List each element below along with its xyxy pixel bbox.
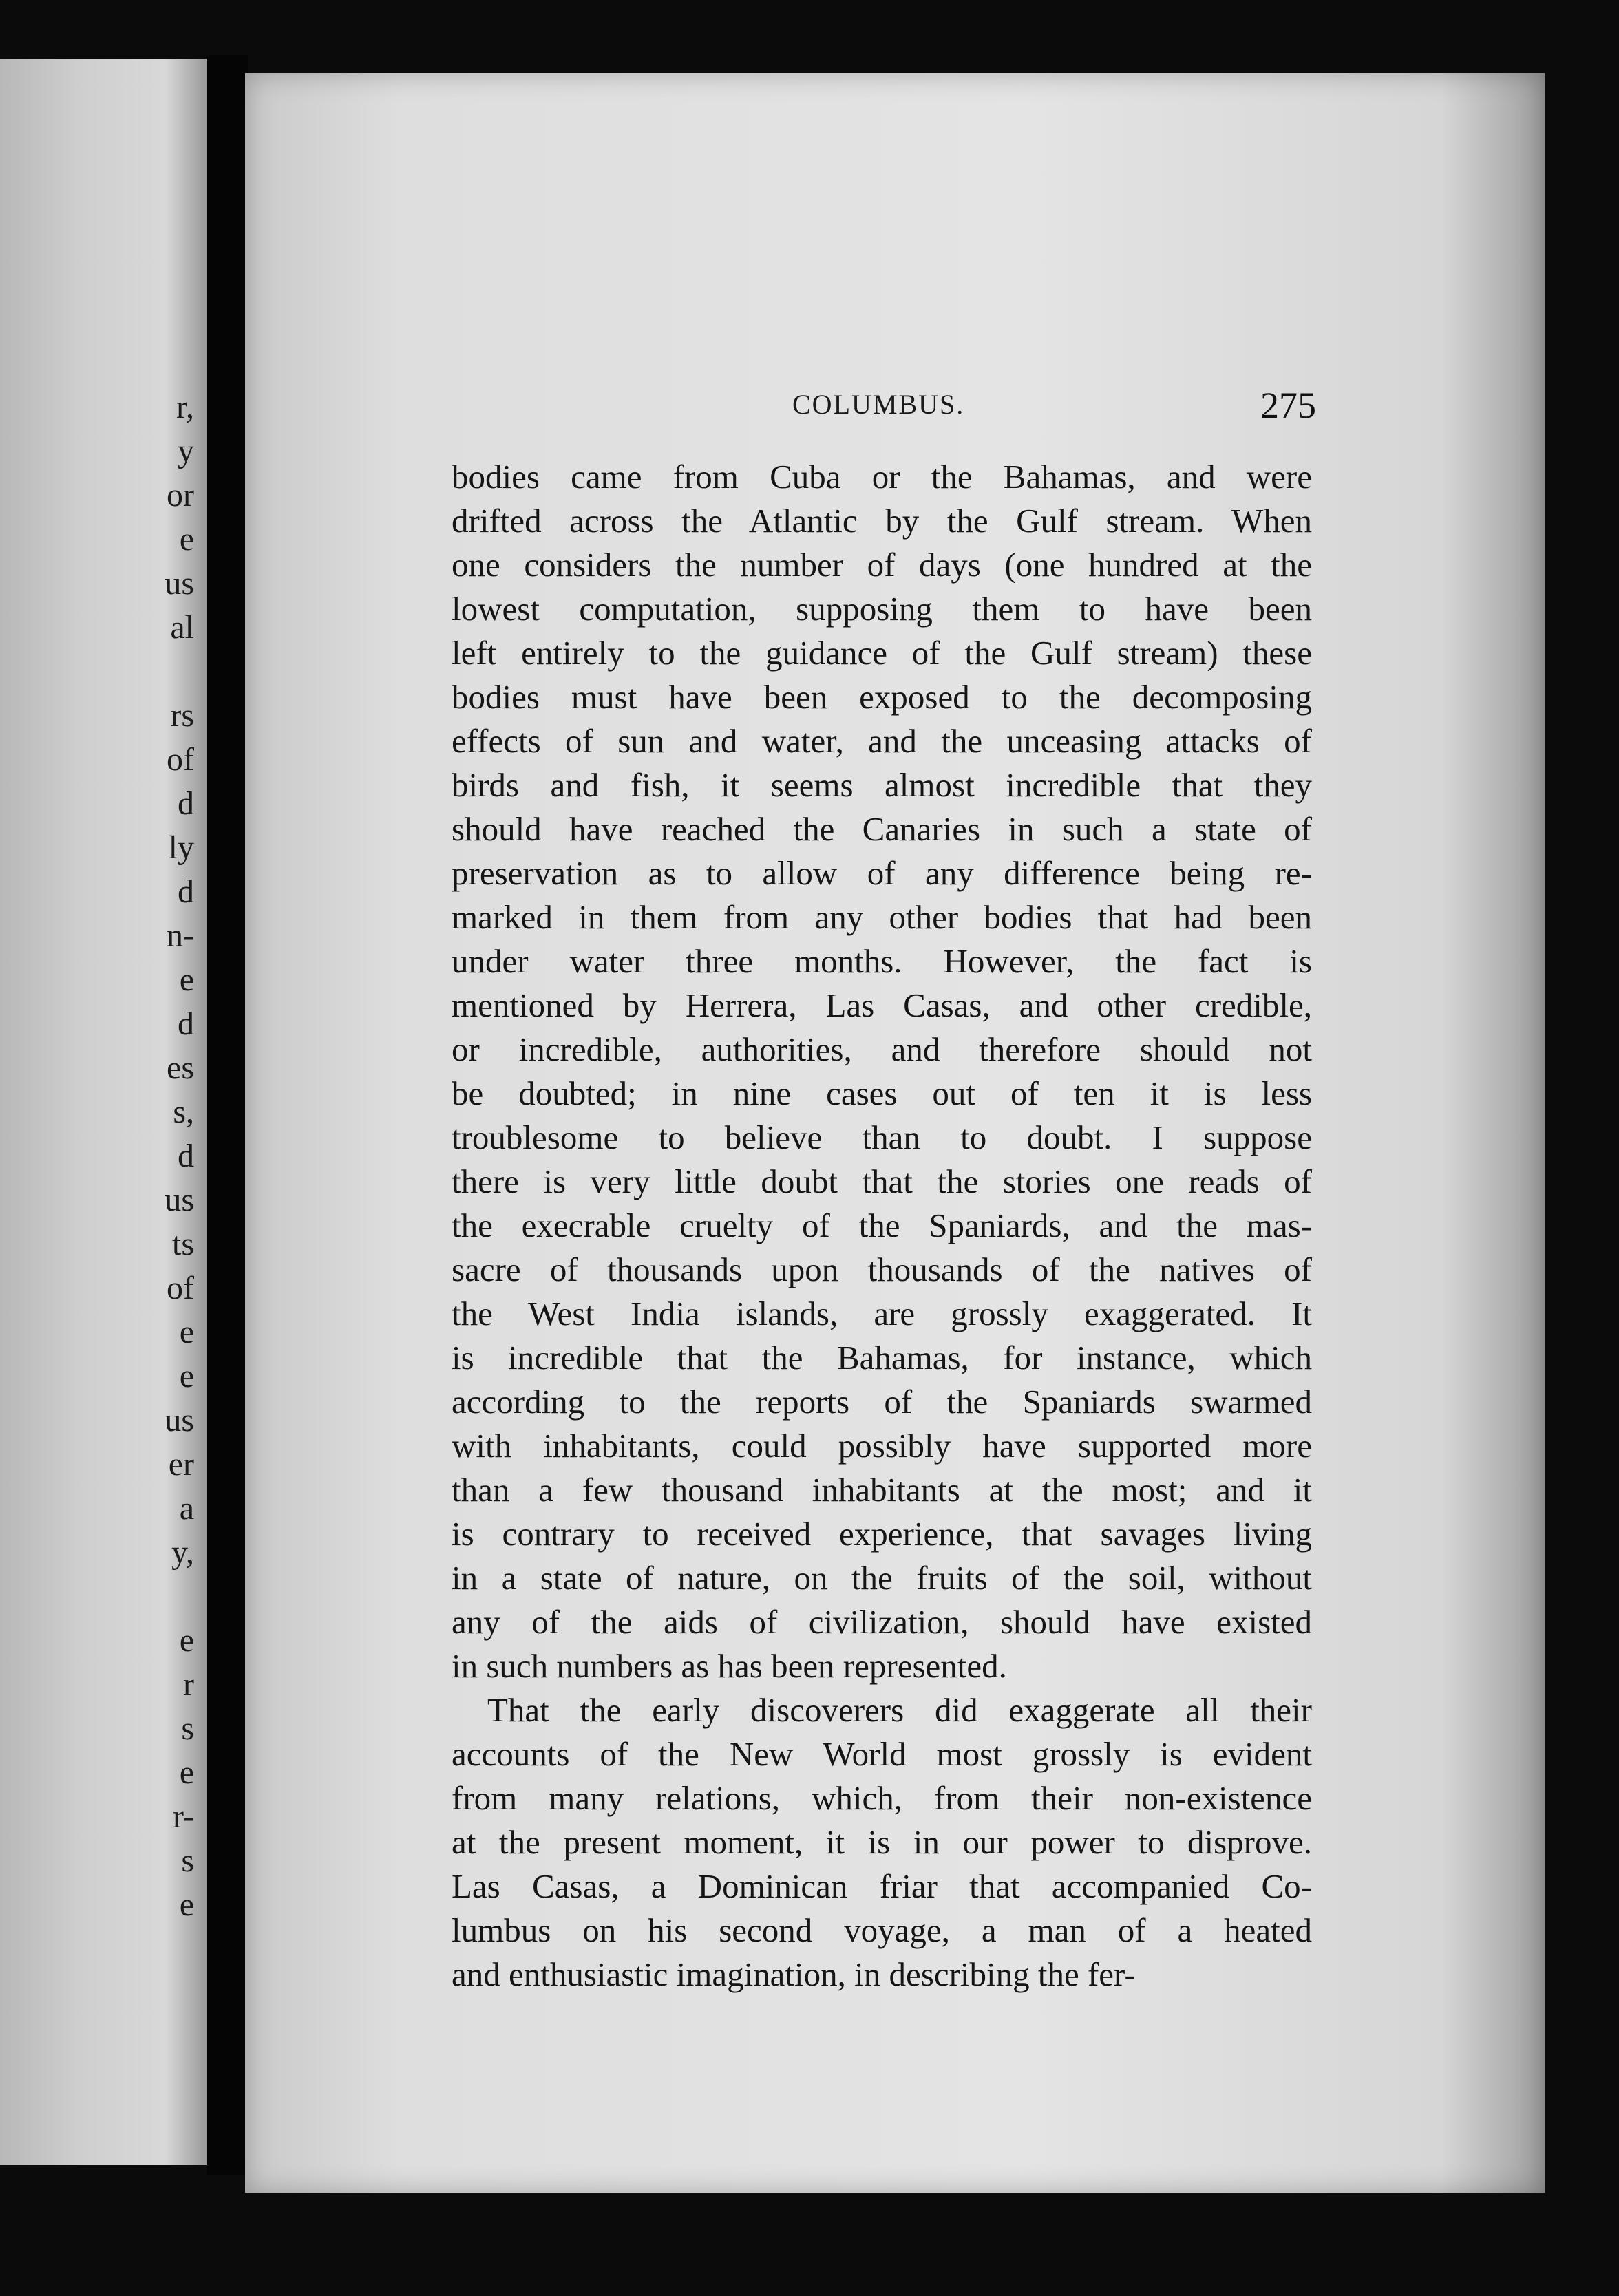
text-line: there is very little doubt that the stories one reads of [452, 1162, 1312, 1200]
text-line: bodies came from Cuba or the Bahamas, and were [452, 458, 1312, 496]
text-line: birds and fish, it seems almost incredible that they [452, 766, 1312, 804]
facing-page-line-fragment: a [179, 1490, 194, 1527]
facing-page-line-fragment: of [167, 741, 194, 778]
facing-page-line-fragment: of [167, 1270, 194, 1306]
facing-page-line-fragment: e [179, 1754, 194, 1791]
text-line: the West India islands, are grossly exaggerated. It [452, 1295, 1312, 1332]
facing-page-line-fragment: e [179, 1314, 194, 1350]
facing-page-line-fragment: us [165, 1402, 194, 1438]
paragraph-1 [452, 455, 1312, 1688]
facing-page-line-fragment: e [179, 1622, 194, 1659]
facing-page-line-fragment: ly [168, 829, 194, 866]
text-line: marked in them from any other bodies that had been [452, 898, 1312, 936]
text-line: sacre of thousands upon thousands of the natives of [452, 1251, 1312, 1288]
facing-page-line-fragment: e [179, 961, 194, 998]
facing-page-line-fragment: d [178, 1006, 194, 1042]
facing-page-line-fragment: rs [170, 697, 194, 734]
facing-page-line-fragment: e [179, 1886, 194, 1923]
text-line: according to the reports of the Spaniards swarmed [452, 1383, 1312, 1421]
text-line: That the early discoverers did exaggerate all their [487, 1691, 1312, 1729]
text-line: any of the aids of civilization, should have existed [452, 1603, 1312, 1641]
facing-page-line-fragment: d [178, 873, 194, 910]
running-head [245, 384, 1545, 425]
paragraph-2 [452, 1688, 1312, 1997]
text-line: and enthusiastic imagination, in describing the fer- [452, 1955, 1136, 1993]
text-line: lumbus on his second voyage, a man of a heated [452, 1911, 1312, 1949]
text-line: with inhabitants, could possibly have supported more [452, 1427, 1312, 1465]
facing-page-line-fragment: n- [167, 917, 194, 954]
book-page [245, 73, 1545, 2193]
facing-page-line-fragment: or [167, 477, 194, 513]
text-line: is contrary to received experience, that savages living [452, 1515, 1312, 1553]
facing-page-line-fragment: e [179, 521, 194, 557]
facing-page-line-fragment: s, [173, 1094, 194, 1130]
text-line: accounts of the New World most grossly is evident [452, 1735, 1312, 1773]
text-line: in such numbers as has been represented. [452, 1647, 1007, 1685]
text-line: effects of sun and water, and the unceasing attacks of [452, 722, 1312, 760]
facing-page-line-fragment: r- [172, 1798, 194, 1835]
facing-page-line-fragment: ts [171, 1226, 194, 1262]
facing-page-line-fragment: r [183, 1666, 194, 1703]
text-line: preservation as to allow of any difference being re- [452, 854, 1312, 892]
text-line: from many relations, which, from their non-existence [452, 1779, 1312, 1817]
facing-page-line-fragment: us [165, 565, 194, 602]
text-line: at the present moment, it is in our power to disprove. [452, 1823, 1312, 1861]
text-line: than a few thousand inhabitants at the most; and it [452, 1471, 1312, 1509]
text-line: or incredible, authorities, and therefore should not [452, 1030, 1312, 1068]
facing-page-line-fragment: e [179, 1358, 194, 1394]
facing-page-left [0, 59, 207, 2165]
facing-page-line-fragment: er [168, 1446, 194, 1482]
text-line: under water three months. However, the fact is [452, 942, 1312, 980]
facing-page-line-fragment: d [178, 785, 194, 822]
facing-page-line-fragment: s [181, 1710, 194, 1747]
text-line: bodies must have been exposed to the decomposing [452, 678, 1312, 716]
facing-page-line-fragment: d [178, 1138, 194, 1174]
body-text [452, 455, 1312, 1997]
text-line: in a state of nature, on the fruits of the soil, without [452, 1559, 1312, 1597]
facing-page-line-fragment: y, [171, 1534, 194, 1571]
text-line: be doubted; in nine cases out of ten it is less [452, 1074, 1312, 1112]
facing-page-line-fragment: al [170, 609, 194, 646]
facing-page-line-fragment: y [178, 433, 194, 469]
facing-page-line-fragment: r, [176, 389, 194, 425]
text-line: the execrable cruelty of the Spaniards, and the mas- [452, 1207, 1312, 1244]
facing-page-line-fragment: s [181, 1842, 194, 1879]
text-line: left entirely to the guidance of the Gulf stream) these [452, 634, 1312, 672]
facing-page-line-fragment: us [165, 1182, 194, 1218]
page-number: 275 [1260, 385, 1316, 426]
text-line: is incredible that the Bahamas, for instance, which [452, 1339, 1312, 1376]
text-line: troublesome to believe than to doubt. I suppose [452, 1118, 1312, 1156]
text-line: mentioned by Herrera, Las Casas, and other credible, [452, 986, 1312, 1024]
text-line: should have reached the Canaries in such a state of [452, 810, 1312, 848]
text-line: one considers the number of days (one hundred at the [452, 546, 1312, 584]
text-line: Las Casas, a Dominican friar that accompanied Co- [452, 1867, 1312, 1905]
facing-page-line-fragment: es [167, 1050, 194, 1086]
text-line: drifted across the Atlantic by the Gulf stream. When [452, 502, 1312, 540]
running-title: COLUMBUS. [792, 389, 965, 420]
book-gutter [207, 55, 248, 2175]
text-line: lowest computation, supposing them to have been [452, 590, 1312, 628]
